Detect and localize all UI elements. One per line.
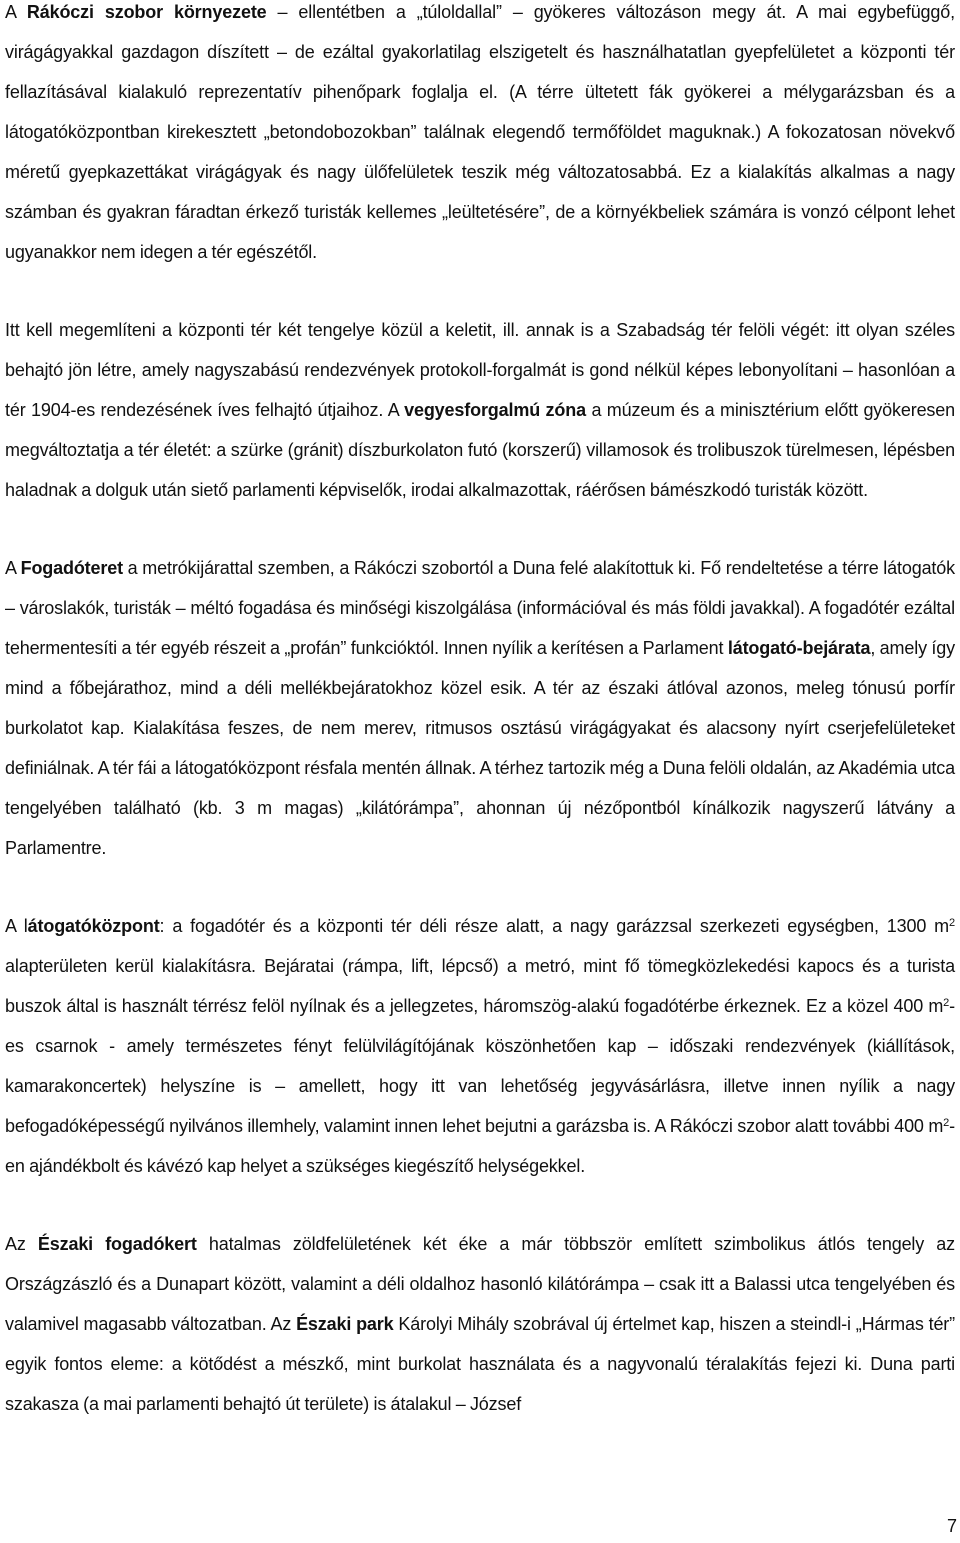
paragraph-vegyesforgalmu-zona	[5, 310, 955, 510]
page-number: 7	[946, 1516, 957, 1536]
bold-term: Északi fogadókert	[37, 1234, 197, 1254]
text-run: Az	[5, 1234, 38, 1254]
text-run: : a fogadótér és a központi tér déli része alatt, a nagy garázzsal szerkezeti egységben, 1300 m	[159, 916, 950, 936]
text-run: hatalmas zöldfelületének két éke a már többször említett szimbolikus átlós tengely az Országzászló és a Dunapart között, valamint a déli oldalhoz hasonló kilátórámpa – csak itt a Balassi utca tengelyében és valamivel magasabb változatban. Az	[5, 1234, 956, 1334]
text-run: A l	[5, 916, 28, 936]
text-run: A	[5, 2, 27, 22]
superscript: 2	[943, 997, 950, 1009]
paragraph-eszaki-fogadokert	[5, 1224, 955, 1424]
text-run: – ellentétben a „túloldallal” – gyökeres változáson megy át. A mai egybefüggő, virágágyakkal gazdagon díszített – de ezáltal gyakorlatilag elszigetelt és használhatatlan gyepfelületet a központi tér fellazításával kialakuló reprezentatív pihenőpark foglalja el. (A térre ültetett fák gyökerei a mélygarázsban és a látogatóközpontban kirekesztett „betondobozokban” találnak elegendő termőföldet maguknak.) A fokozatosan növekvő méretű gyepkazettákat virágágyak és nagy ülőfelületek teszik még változatosabbá. Ez a kialakítás alkalmas a nagy számban és gyakran fáradtan érkező turisták kellemes „leültetésére”, de a környékbeliek számára is vonzó célpont lehet ugyanakkor nem idegen a tér egészétől.	[5, 2, 955, 262]
text-run: a metrókijárattal szemben, a Rákóczi szobortól a Duna felé alakítottuk ki. Fő rendeltetése a térre látogatók – városlakók, turisták – méltó fogadása és minőségi kiszolgálása (információval és más földi javakkal). A fogadótér ezáltal tehermentesíti a tér egyéb részeit a „profán” funkcióktól. Innen nyílik a kerítésen a Parlament	[5, 558, 955, 658]
text-run: -en ajándékbolt és kávézó kap helyet a szükséges kiegészítő helységekkel.	[5, 1116, 955, 1176]
bold-term: Északi park	[296, 1314, 394, 1334]
text-run: alapterületen kerül kialakításra. Bejáratai (rámpa, lift, lépcső) a metró, mint fő tömegközlekedési kapocs és a turista buszok által is használt térrész felöl nyílnak és a jellegzetes, háromszög-alakú fogadótérbe érkeznek. Ez a közel 400 m	[5, 956, 955, 1016]
bold-term: Rákóczi szobor környezete	[26, 2, 267, 22]
bold-term: átogatóközpont	[27, 916, 160, 936]
bold-term: látogató-bejárata	[727, 638, 871, 658]
text-run: Itt kell megemlíteni a központi tér két tengelye közül a keletit, ill. annak is a Szabadság tér felöli végét: itt olyan széles behajtó jön létre, amely nagyszabású rendezvények protokoll-forgalmát is gond nélkül képes lebonyolítani – hasonlóan a tér 1904-es rendezésének íves felhajtó útjaihoz. A	[5, 320, 955, 420]
bold-term: vegyesforgalmú zóna	[404, 400, 586, 420]
bold-term: Fogadóteret	[20, 558, 123, 578]
text-run: , amely így mind a főbejárathoz, mind a déli mellékbejáratokhoz közel esik. A tér az északi átlóval azonos, meleg tónusú porfír burkolatot kap. Kialakítása feszes, de nem merev, ritmusos osztású virágágyakat és alacsony nyírt cserjefelületeket definiálnak. A tér fái a látogatóközpont résfala mentén állnak. A térhez tartozik még a Duna felöli oldalán, az Akadémia utca tengelyében található (kb. 3 m magas) „kilátórámpa”, ahonnan új nézőpontból kínálkozik nagyszerű látvány a Parlamentre.	[5, 638, 955, 858]
document-page	[5, 0, 955, 1424]
superscript: 2	[943, 1117, 950, 1129]
text-run: -es csarnok - amely természetes fényt felülvilágítójának köszönhetően kap – időszaki rendezvények (kiállítások, kamarakoncertek) helyszíne is – amellett, hogy itt van lehetőség jegyvásárlásra, illetve innen nyílik a nagy befogadóképességű nyilvános illemhely, valamint innen lehet bejutni a garázsba is. A Rákóczi szobor alatt további 400 m	[5, 996, 955, 1136]
text-run: Károlyi Mihály szobrával új értelmet kap, hiszen a steindl-i „Hármas tér” egyik fontos eleme: a kötődést a mészkő, mint burkolat használata és a nagyvonalú téralakítás fejezi ki. Duna parti szakasza (a mai parlamenti behajtó út területe) is átalakul – József	[5, 1314, 955, 1414]
text-run: a múzeum és a minisztérium előtt gyökeresen megváltoztatja a tér életét: a szürke (gránit) díszburkolaton futó (korszerű) villamosok és trolibuszok türelmesen, lépésben haladnak a dolguk után siető parlamenti képviselők, irodai alkalmazottak, ráérősen bámészkodó turisták között.	[5, 400, 955, 500]
text-run: A	[5, 558, 21, 578]
paragraph-fogadoter	[5, 548, 955, 868]
paragraph-latogatokozpont	[5, 906, 955, 1186]
paragraph-rakoczi-szobor	[5, 0, 955, 272]
superscript: 2	[949, 917, 955, 929]
